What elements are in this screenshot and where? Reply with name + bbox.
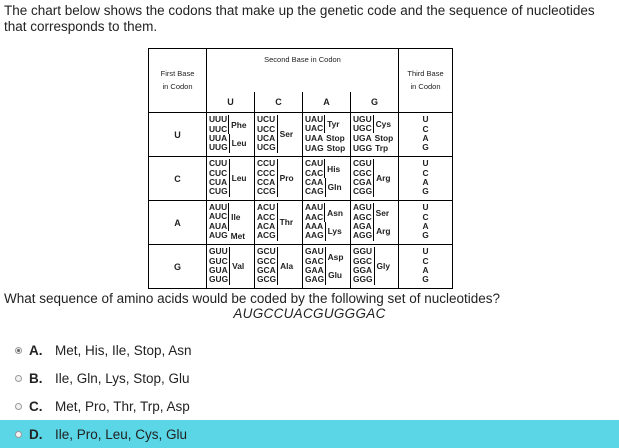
codon: CCA bbox=[257, 177, 276, 187]
codon: CAU bbox=[305, 158, 324, 169]
codon: CCG bbox=[257, 186, 276, 197]
amino-acid: Gln bbox=[327, 182, 342, 193]
third-base-letter: C bbox=[422, 123, 429, 134]
third-base-cell bbox=[399, 156, 453, 200]
codon: AGC bbox=[353, 211, 372, 222]
codon-group bbox=[209, 159, 247, 197]
second-base-header bbox=[207, 49, 399, 92]
codon: GUU bbox=[209, 246, 228, 257]
third-base-letter: A bbox=[422, 133, 429, 143]
codon-group bbox=[353, 115, 391, 134]
codon-group bbox=[305, 203, 343, 222]
first-base-letter: C bbox=[174, 174, 181, 184]
codon-group bbox=[305, 178, 342, 197]
codon: AGG bbox=[353, 230, 373, 241]
codon: AUA bbox=[209, 220, 228, 231]
third-base-header-line1: Third Base bbox=[407, 69, 444, 79]
codon: UAU bbox=[305, 113, 324, 124]
amino-acid: Thr bbox=[279, 217, 294, 227]
amino-acid: Stop bbox=[326, 133, 345, 144]
option-letter: D. bbox=[29, 426, 43, 442]
codon-group bbox=[257, 159, 294, 197]
amino-acid: His bbox=[327, 163, 341, 174]
codon-group bbox=[305, 247, 343, 266]
radio-c[interactable] bbox=[15, 403, 22, 410]
codon-cell bbox=[303, 200, 351, 244]
codon-group bbox=[353, 133, 393, 143]
first-base-cell bbox=[149, 244, 207, 288]
codon-cell bbox=[351, 244, 399, 288]
codon: UCG bbox=[257, 142, 276, 153]
amino-acid: Stop bbox=[326, 143, 346, 154]
third-base-letter: U bbox=[422, 158, 429, 169]
codon: GGG bbox=[353, 274, 373, 285]
codon-row bbox=[149, 156, 453, 200]
third-base-cell bbox=[399, 244, 453, 288]
radio-b[interactable] bbox=[15, 375, 22, 382]
codon: UGG bbox=[353, 142, 373, 153]
codon: AUU bbox=[209, 201, 228, 212]
codon: UCC bbox=[257, 123, 276, 134]
codon: GAG bbox=[305, 274, 325, 285]
amino-acid: Leu bbox=[231, 173, 247, 183]
codon: AAA bbox=[305, 221, 324, 231]
codon-cell bbox=[255, 156, 303, 200]
option-letter: A. bbox=[29, 342, 43, 358]
codon: GUG bbox=[209, 274, 229, 285]
codon: UUG bbox=[209, 142, 228, 153]
codon: ACG bbox=[257, 230, 276, 241]
third-base-letter: U bbox=[422, 114, 429, 125]
codon: CGA bbox=[353, 177, 372, 187]
codon: CAC bbox=[305, 167, 324, 178]
first-base-header-line2: in Codon bbox=[162, 82, 193, 92]
codon: GCC bbox=[257, 255, 276, 266]
codon: AUC bbox=[209, 211, 228, 222]
codon: AAC bbox=[305, 211, 324, 222]
codon: CCU bbox=[257, 158, 276, 169]
codon: AGA bbox=[353, 221, 372, 231]
second-base-G bbox=[351, 92, 399, 113]
option-text: Ile, Pro, Leu, Cys, Glu bbox=[55, 426, 188, 442]
codon: UGA bbox=[353, 132, 372, 143]
third-base-letter: C bbox=[422, 211, 429, 222]
codon-table bbox=[148, 48, 453, 289]
option-b[interactable] bbox=[0, 364, 619, 392]
option-c[interactable] bbox=[0, 392, 619, 420]
codon: AUG bbox=[209, 230, 228, 241]
codon: CGU bbox=[353, 158, 372, 169]
codon-group bbox=[305, 133, 345, 143]
amino-acid: Glu bbox=[328, 270, 343, 281]
option-text: Met, Pro, Thr, Trp, Asp bbox=[55, 398, 190, 414]
amino-acid: Ala bbox=[280, 261, 294, 271]
codon: CUA bbox=[209, 177, 228, 187]
question-text: What sequence of amino acids would be coded by the following set of nucleotides? bbox=[4, 291, 501, 306]
codon-cell bbox=[207, 156, 255, 200]
codon-group bbox=[305, 266, 342, 285]
codon-group bbox=[209, 134, 247, 153]
first-base-header-line1: First Base bbox=[160, 69, 195, 79]
codon-group bbox=[353, 159, 391, 197]
codon-row bbox=[149, 244, 453, 288]
codon: CAA bbox=[305, 177, 324, 187]
amino-acid: Cys bbox=[375, 119, 391, 129]
amino-acid: Arg bbox=[376, 173, 391, 183]
codon: CCC bbox=[257, 167, 276, 178]
first-base-letter: G bbox=[173, 262, 181, 272]
amino-acid: Met bbox=[230, 231, 246, 242]
second-base-header-label: Second Base in Codon bbox=[264, 55, 341, 64]
codon: GAA bbox=[305, 265, 324, 275]
third-base-letter: G bbox=[422, 142, 429, 153]
codon-table-body bbox=[149, 112, 453, 288]
first-base-cell bbox=[149, 200, 207, 244]
codon-cell bbox=[207, 244, 255, 288]
codon-cell bbox=[351, 200, 399, 244]
codon-group bbox=[353, 247, 390, 285]
third-base-letter: G bbox=[422, 230, 429, 241]
first-base-cell bbox=[149, 156, 207, 200]
option-letter: B. bbox=[29, 370, 43, 386]
option-d[interactable] bbox=[0, 420, 619, 448]
codon-group bbox=[257, 247, 293, 285]
codon-cell bbox=[207, 112, 255, 156]
third-base-header-line2: in Codon bbox=[410, 82, 441, 92]
codon: CUC bbox=[209, 167, 228, 178]
radio-d[interactable] bbox=[15, 431, 22, 438]
codon-group bbox=[353, 143, 388, 153]
first-base-letter: U bbox=[174, 130, 181, 140]
third-base-header bbox=[399, 49, 453, 113]
codon: UUC bbox=[209, 123, 228, 134]
amino-acid: Lys bbox=[327, 226, 342, 237]
codon: ACA bbox=[257, 221, 276, 231]
codon-group bbox=[305, 143, 345, 153]
codon: GAU bbox=[305, 246, 324, 257]
third-base-letter: U bbox=[422, 202, 429, 213]
codon: GCG bbox=[257, 274, 277, 285]
amino-acid: Asp bbox=[327, 251, 344, 262]
codon: GUA bbox=[209, 265, 228, 275]
radio-a[interactable] bbox=[15, 347, 22, 354]
codon: UCA bbox=[257, 133, 276, 143]
amino-acid: Phe bbox=[231, 119, 247, 130]
codon: GUC bbox=[209, 255, 228, 266]
codon: GAC bbox=[305, 255, 324, 266]
codon-row bbox=[149, 112, 453, 156]
second-base-A bbox=[303, 92, 351, 113]
second-base-U bbox=[207, 92, 255, 113]
amino-acid: Pro bbox=[279, 173, 294, 183]
codon-group bbox=[209, 247, 244, 285]
codon: UUU bbox=[209, 114, 228, 125]
amino-acid: Trp bbox=[375, 143, 389, 154]
amino-acid: Asn bbox=[327, 207, 343, 218]
third-base-letter: C bbox=[422, 255, 429, 266]
option-text: Met, His, Ile, Stop, Asn bbox=[55, 342, 192, 358]
second-base-C bbox=[255, 92, 303, 113]
codon-cell bbox=[303, 244, 351, 288]
codon: AAU bbox=[305, 202, 324, 213]
codon-cell bbox=[255, 112, 303, 156]
answer-options bbox=[0, 336, 619, 448]
second-base-letter: A bbox=[323, 96, 330, 107]
first-base-header bbox=[149, 49, 207, 113]
codon: AAG bbox=[305, 230, 324, 241]
amino-acid: Gly bbox=[376, 261, 391, 271]
second-base-letter: G bbox=[370, 96, 378, 107]
third-base-cell bbox=[399, 112, 453, 156]
third-base-letter: G bbox=[422, 186, 429, 197]
third-base-letter: C bbox=[422, 167, 429, 178]
codon: CGC bbox=[353, 167, 372, 178]
codon: CAG bbox=[305, 186, 324, 197]
third-base-letter: A bbox=[422, 177, 429, 187]
codon-cell bbox=[255, 200, 303, 244]
codon-group bbox=[209, 231, 245, 241]
amino-acid: Ser bbox=[375, 207, 390, 218]
codon-group bbox=[305, 222, 342, 241]
third-base-letter: A bbox=[422, 221, 429, 231]
codon: CUG bbox=[209, 186, 228, 197]
codon: CUU bbox=[209, 158, 228, 169]
second-base-letter: C bbox=[275, 96, 282, 107]
codon: ACC bbox=[257, 211, 276, 222]
codon-row bbox=[149, 200, 453, 244]
codon: AGU bbox=[353, 202, 372, 213]
amino-acid: Stop bbox=[374, 133, 394, 144]
codon-cell bbox=[303, 112, 351, 156]
codon-cell bbox=[255, 244, 303, 288]
option-a[interactable] bbox=[0, 336, 619, 364]
first-base-letter: A bbox=[174, 218, 181, 228]
amino-acid: Leu bbox=[231, 138, 247, 149]
option-text: Ile, Gln, Lys, Stop, Glu bbox=[55, 370, 190, 386]
third-base-letter: A bbox=[422, 265, 429, 275]
first-base-cell bbox=[149, 112, 207, 156]
codon-group bbox=[305, 115, 340, 134]
option-letter: C. bbox=[29, 398, 43, 414]
third-base-letter: G bbox=[422, 274, 429, 285]
codon: UGU bbox=[353, 113, 372, 124]
codon: ACU bbox=[257, 202, 276, 213]
codon: UGC bbox=[353, 123, 372, 133]
codon: GCU bbox=[257, 246, 276, 257]
codon: UAA bbox=[305, 132, 324, 143]
codon-group bbox=[353, 222, 391, 241]
codon: UUA bbox=[209, 133, 228, 143]
codon-group bbox=[353, 203, 389, 222]
nucleotide-sequence: AUGCCUACGUGGGAC bbox=[233, 306, 386, 321]
codon: GGC bbox=[353, 255, 373, 266]
codon: GGU bbox=[353, 246, 373, 257]
codon-group bbox=[209, 115, 247, 134]
amino-acid: Tyr bbox=[327, 119, 340, 129]
third-base-cell bbox=[399, 200, 453, 244]
intro-text: The chart below shows the codons that make up the genetic code and the sequence of nucleotides that corresponds to them. bbox=[4, 3, 595, 34]
codon-cell bbox=[303, 156, 351, 200]
codon-cell bbox=[351, 156, 399, 200]
codon: UAG bbox=[305, 142, 324, 153]
codon: CGG bbox=[353, 186, 373, 197]
amino-acid: Val bbox=[232, 261, 245, 271]
codon: UCU bbox=[257, 114, 276, 125]
codon-group bbox=[257, 115, 293, 153]
codon-group bbox=[257, 203, 293, 241]
amino-acid: Ile bbox=[231, 212, 241, 222]
codon: GCA bbox=[257, 265, 276, 275]
codon-group bbox=[305, 159, 340, 178]
second-base-letter: U bbox=[227, 96, 234, 107]
amino-acid: Arg bbox=[376, 226, 391, 237]
codon-group bbox=[209, 203, 240, 231]
codon-cell bbox=[351, 112, 399, 156]
codon-cell bbox=[207, 200, 255, 244]
amino-acid: Ser bbox=[279, 129, 294, 139]
codon: UAC bbox=[305, 123, 324, 133]
third-base-letter: U bbox=[422, 246, 429, 257]
codon: GGA bbox=[353, 265, 373, 275]
